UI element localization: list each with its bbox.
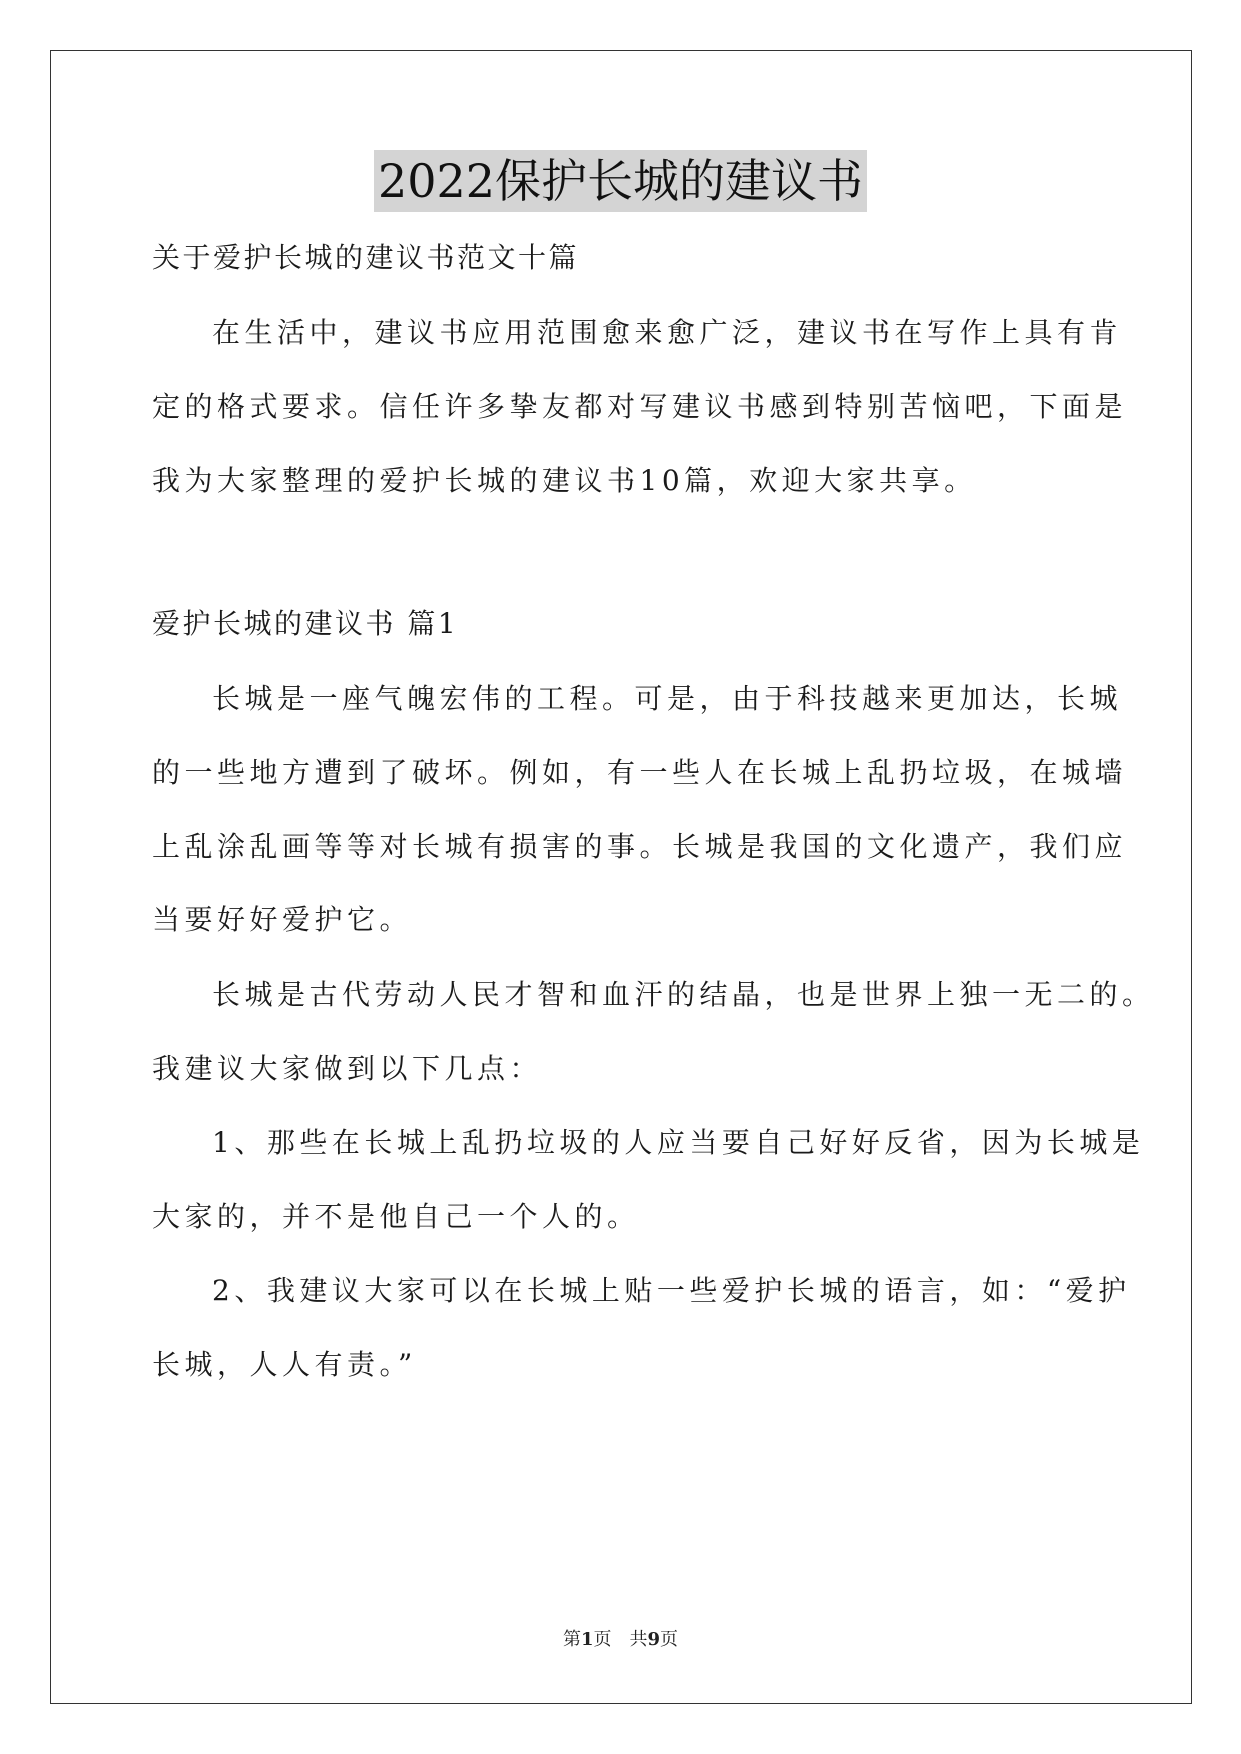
page-footer <box>0 1628 1241 1652</box>
footer-page-prefix: 第 <box>562 1629 581 1650</box>
point-2-line-2: 长城，人人有责。” <box>152 1348 417 1381</box>
footer-total-pages: 9 <box>647 1629 661 1650</box>
intro-line-1: 在生活中，建议书应用范围愈来愈广泛，建议书在写作上具有肯 <box>212 316 1123 349</box>
paragraph-1-line-4: 当要好好爱护它。 <box>152 903 413 936</box>
paragraph-2-line-1: 长城是古代劳动人民才智和血汗的结晶，也是世界上独一无二的。 <box>212 978 1155 1011</box>
point-1-line-1: 1、那些在长城上乱扔垃圾的人应当要自己好好反省，因为长城是 <box>212 1126 1145 1159</box>
point-1-line-2: 大家的，并不是他自己一个人的。 <box>152 1200 640 1233</box>
document-title: 2022保护长城的建议书 <box>374 150 867 212</box>
title-container <box>0 150 1241 212</box>
footer-page-number: 1 <box>580 1629 594 1650</box>
paragraph-1-line-1: 长城是一座气魄宏伟的工程。可是，由于科技越来更加达，长城 <box>212 682 1123 715</box>
footer-page-mid: 页 共 <box>593 1629 648 1650</box>
section-heading: 爱护长城的建议书 篇1 <box>152 607 459 640</box>
point-2-line-1: 2、我建议大家可以在长城上贴一些爱护长城的语言，如：“爱护 <box>212 1274 1131 1307</box>
subtitle-line: 关于爱护长城的建议书范文十篇 <box>152 241 580 274</box>
page-border <box>50 50 1192 1704</box>
paragraph-2-line-2: 我建议大家做到以下几点： <box>152 1052 543 1085</box>
paragraph-1-line-3: 上乱涂乱画等等对长城有损害的事。长城是我国的文化遗产，我们应 <box>152 830 1128 863</box>
intro-line-3: 我为大家整理的爱护长城的建议书10篇，欢迎大家共享。 <box>152 464 977 497</box>
paragraph-1-line-2: 的一些地方遭到了破坏。例如，有一些人在长城上乱扔垃圾，在城墙 <box>152 756 1128 789</box>
intro-line-2: 定的格式要求。信任许多挚友都对写建议书感到特别苦恼吧，下面是 <box>152 390 1128 423</box>
footer-page-suffix: 页 <box>660 1629 679 1650</box>
